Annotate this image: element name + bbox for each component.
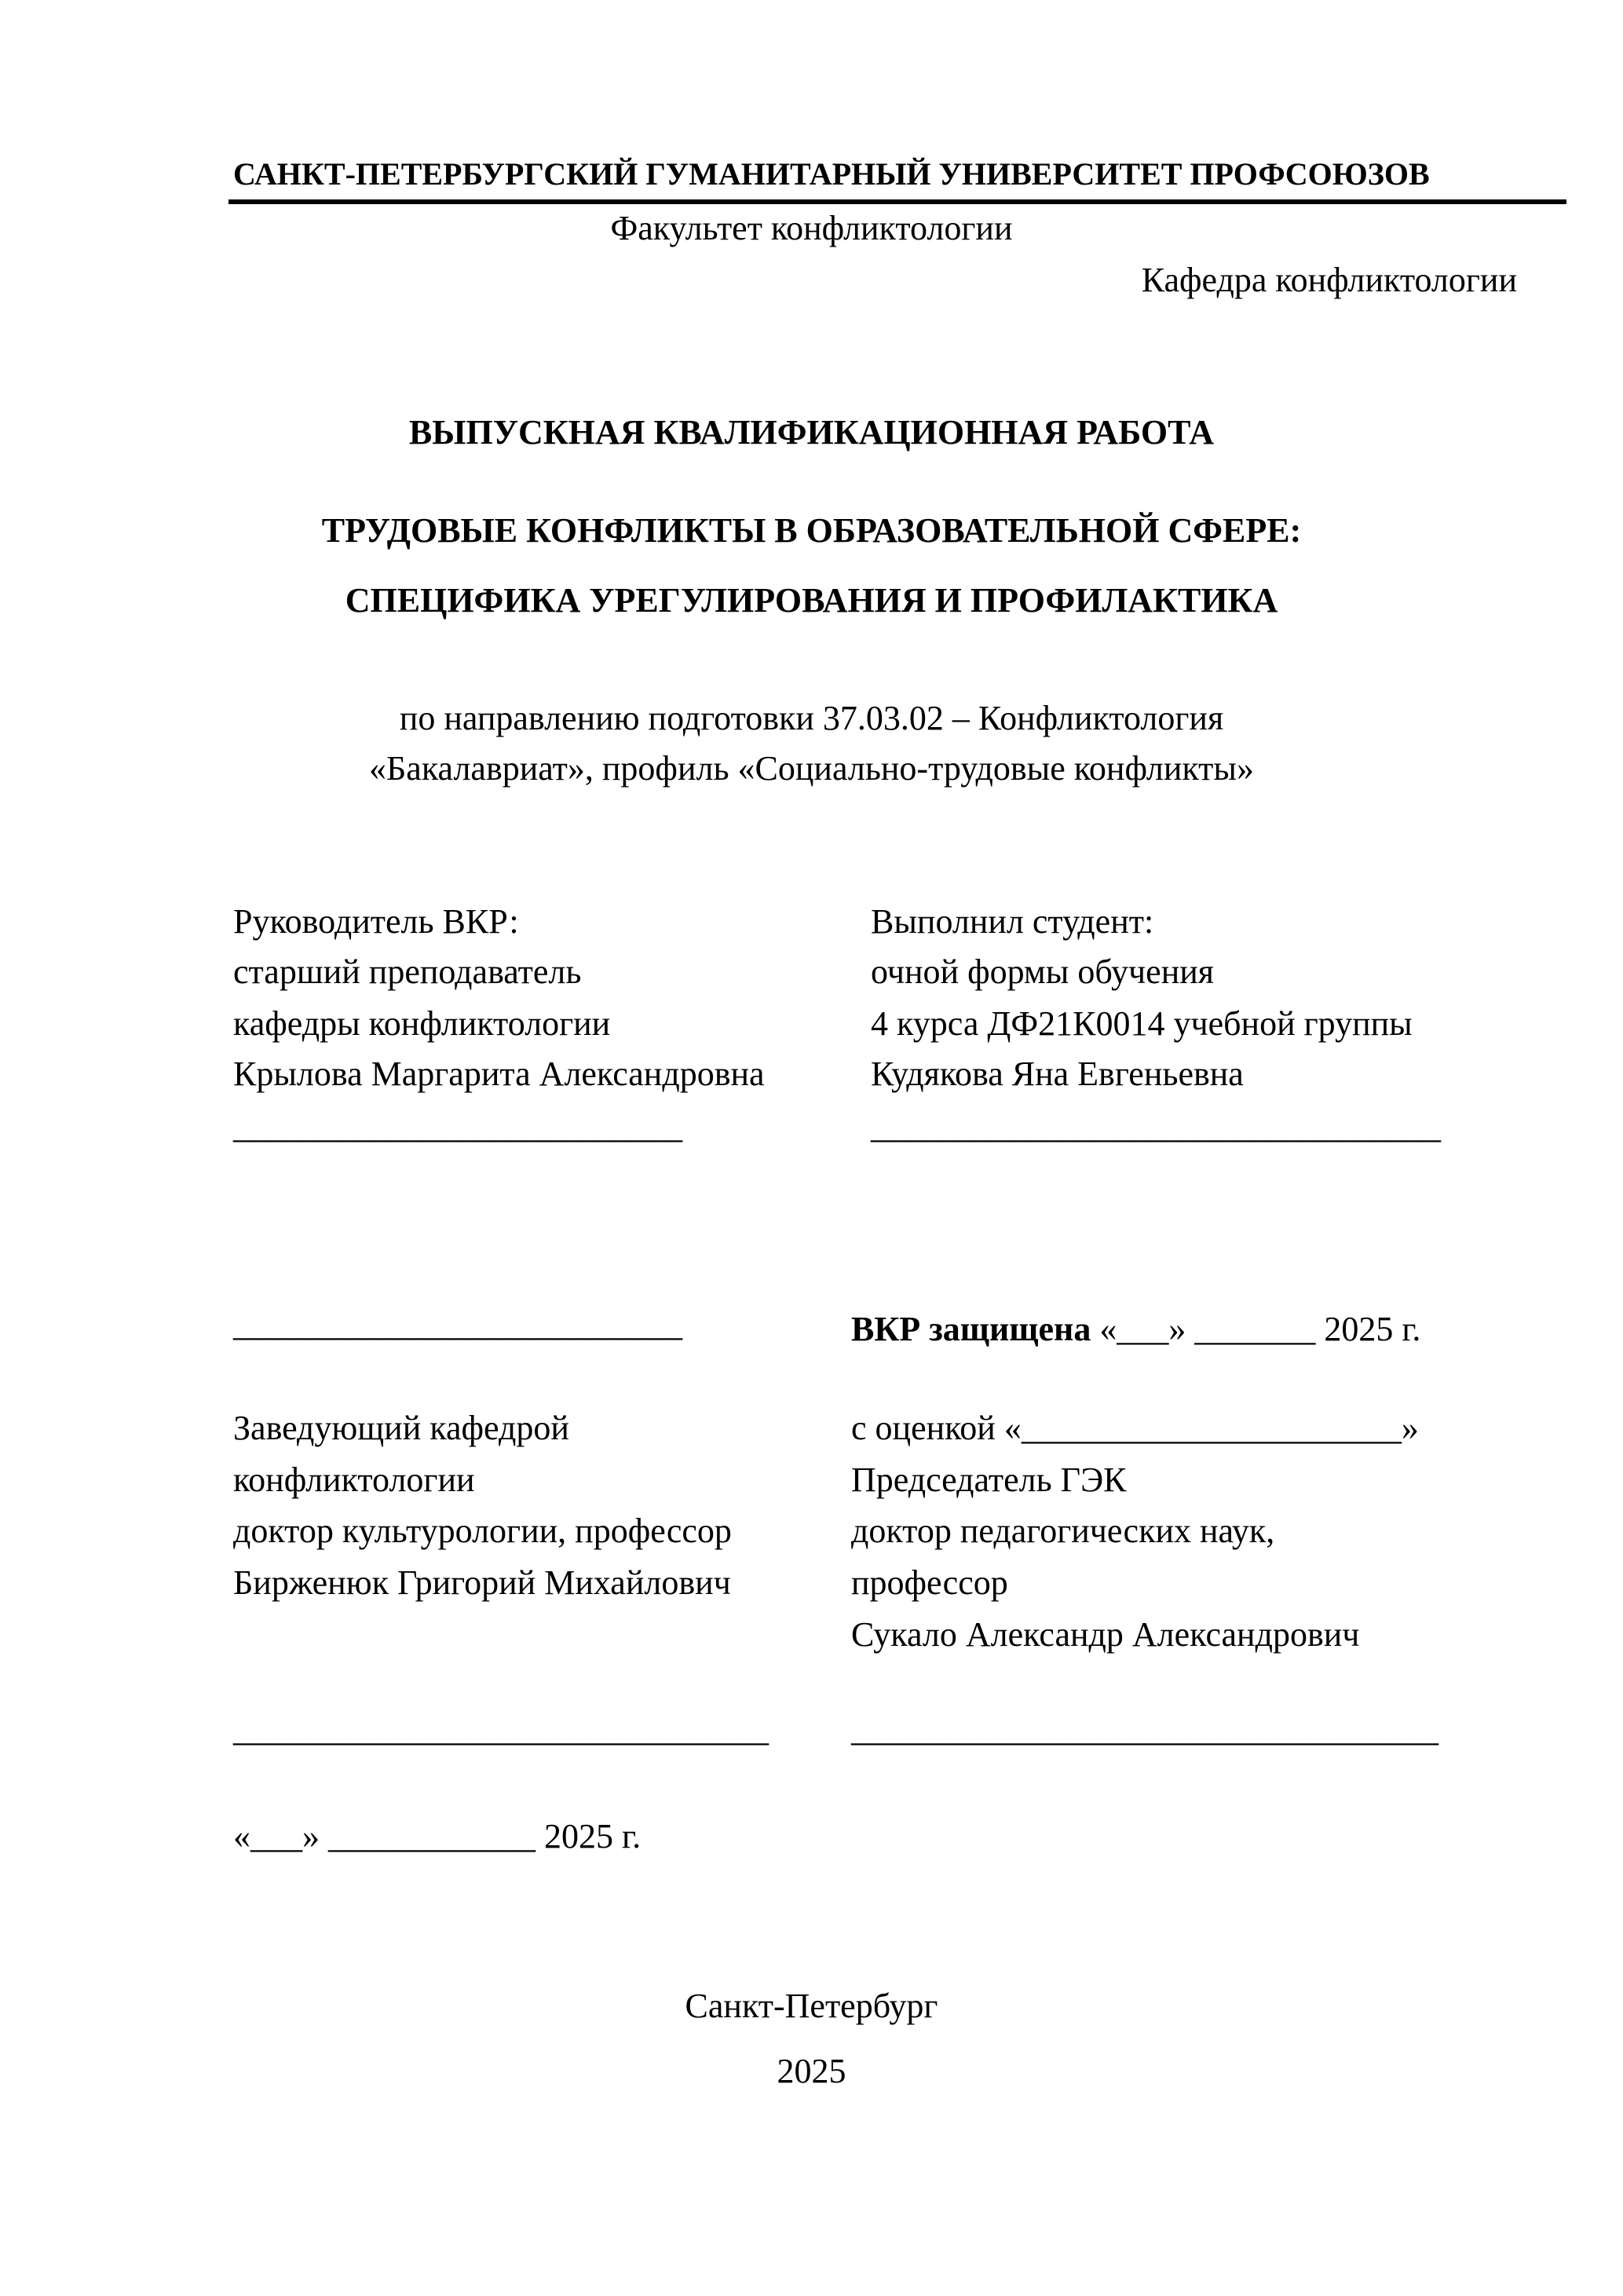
title-line-2: СПЕЦИФИКА УРЕГУЛИРОВАНИЯ И ПРОФИЛАКТИКА (345, 581, 1278, 620)
head-name: Бирженюк Григорий Михайлович (233, 1563, 731, 1602)
supervisor-signature-line: __________________________ (233, 1107, 682, 1146)
chairman-name: Сукало Александр Александрович (851, 1615, 1360, 1654)
supervisor-name: Крылова Маргарита Александровна (233, 1055, 765, 1093)
header-rule (228, 199, 1566, 204)
city: Санкт-Петербург (685, 1987, 938, 2025)
head-line: доктор культурологии, профессор (233, 1512, 732, 1550)
student-line: Выполнил студент: (871, 902, 1154, 941)
direction-line-1: по направлению подготовки 37.03.02 – Конфликтология (399, 699, 1224, 737)
work-type: ВЫПУСКНАЯ КВАЛИФИКАЦИОННАЯ РАБОТА (408, 413, 1215, 452)
head-signature-line: _______________________________ (233, 1710, 769, 1749)
student-name: Кудякова Яна Евгеньевна (871, 1055, 1244, 1093)
date-line: «___» ____________ 2025 г. (233, 1817, 642, 1855)
title-line-1: ТРУДОВЫЕ КОНФЛИКТЫ В ОБРАЗОВАТЕЛЬНОЙ СФЕРЕ: (321, 511, 1302, 550)
supervisor-line: Руководитель ВКР: (233, 902, 519, 941)
chairman-line: профессор (851, 1563, 1008, 1602)
defense-label: ВКР защищена (851, 1310, 1091, 1348)
supervisor-line: кафедры конфликтологии (233, 1004, 611, 1043)
student-line: очной формы обучения (871, 952, 1215, 991)
university-name: САНКТ-ПЕТЕРБУРГСКИЙ ГУМАНИТАРНЫЙ УНИВЕРСИТЕТ ПРОФСОЮЗОВ (233, 156, 1430, 192)
defense-date: «___» _______ 2025 г. (1099, 1310, 1421, 1348)
defense-signature-line: __________________________ (233, 1305, 682, 1344)
head-line: конфликтологии (233, 1461, 475, 1499)
chairman-signature-line: __________________________________ (851, 1710, 1438, 1749)
chairman-line: Председатель ГЭК (851, 1461, 1127, 1499)
student-line: 4 курса ДФ21К0014 учебной группы (871, 1004, 1413, 1043)
student-signature-line: _________________________________ (871, 1107, 1441, 1146)
chairman-line: доктор педагогических наук, (851, 1512, 1275, 1550)
head-line: Заведующий кафедрой (233, 1409, 569, 1447)
grade-line: с оценкой «______________________» (851, 1409, 1419, 1447)
defense-line (851, 1310, 1420, 1349)
year: 2025 (777, 2052, 846, 2090)
direction-line-2: «Бакалавриат», профиль «Социально-трудовые конфликты» (369, 749, 1254, 788)
supervisor-line: старший преподаватель (233, 952, 582, 991)
department-name: Кафедра конфликтологии (1141, 261, 1517, 299)
faculty-name: Факультет конфликтологии (610, 209, 1013, 247)
